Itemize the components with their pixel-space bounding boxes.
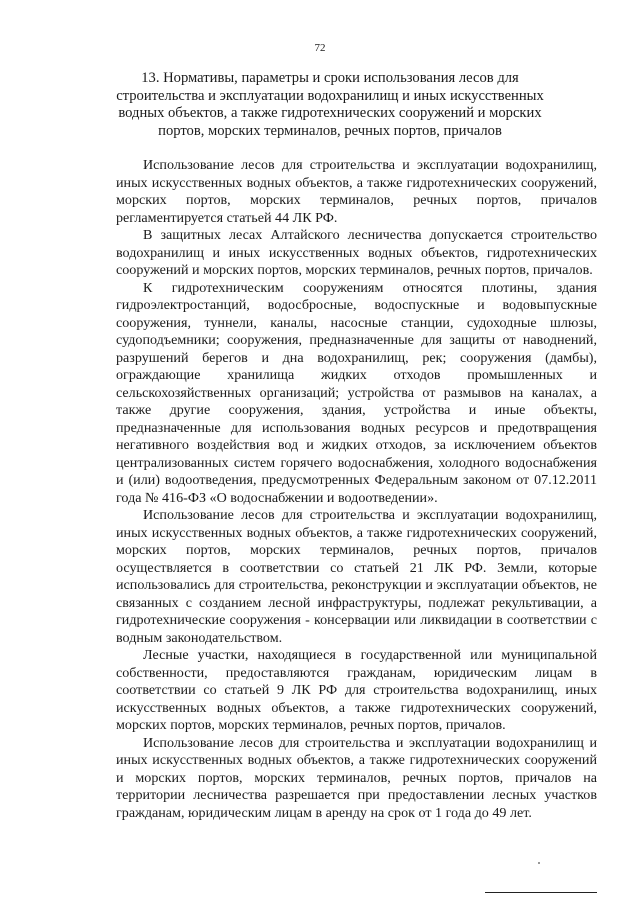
section-heading-line: 13. Нормативы, параметры и сроки использования лесов для <box>141 70 519 86</box>
paragraph-usage-rules: Использование лесов для строительства и эксплуатации водохранилищ, иных искусственных водных объектов, а также гидротехнических сооружений, морских портов, морских терминалов, речных портов, причалов осуществляется в соответствии со статьей 21 ЛК РФ. Земли, которые использовались для строительства, реконструкции и эксплуатации объектов, не связанных с созданием лесной инфраструктуры, подлежат рекультивации, а гидротехнические сооружения - консервации или ликвидации в соответствии с водным законодательством. <box>116 507 597 646</box>
paragraph-hydraulic-structures: К гидротехническим сооружениям относятся плотины, здания гидроэлектростанций, водосбросные, водоспускные и водовыпускные сооружения, туннели, каналы, насосные станции, судоходные шлюзы, судоподъемники; сооружения, предназначенные для защиты от наводнений, разрушений берегов и дна водохранилищ, рек; сооружения (дамбы), ограждающие хранилища жидких отходов промышленных и сельскохозяйственных организаций; устройства от размывов на каналах, а также другие сооружения, здания, устройства и иные объекты, предназначенные для использования водных ресурсов и предотвращения негативного воздействия вод и жидких отходов, за исключением объектов централизованных систем горячего водоснабжения, холодного водоснабжения и (или) водоотведения, предусмотренных Федеральным законом от 07.12.2011 года № 416-ФЗ «О водоснабжении и водоотведении». <box>116 279 597 506</box>
paragraph-legal-basis: Использование лесов для строительства и эксплуатации водохранилищ, иных искусственных водных объектов, а также гидротехнических сооружений, морских портов, морских терминалов, речных портов, причалов регламентируется статьей 44 ЛК РФ. <box>116 157 597 226</box>
section-heading-line: портов, морских терминалов, речных портов, причалов <box>158 122 502 139</box>
section-heading-line: водных объектов, а также гидротехнических сооружений и морских <box>118 105 542 121</box>
page-number: 72 <box>314 42 326 54</box>
body-text <box>116 157 597 822</box>
footer-rule <box>485 892 597 893</box>
section-heading <box>110 70 550 140</box>
paragraph-lease-terms: Использование лесов для строительства и эксплуатации водохранилищ и иных искусственных водных объектов, а также гидротехнических сооружений и морских портов, морских терминалов, речных портов, причалов на территории лесничества разрешается при предоставлении лесных участков гражданам, юридическим лицам в аренду на срок от 1 года до 49 лет. <box>116 734 597 821</box>
paragraph-protective-forests: В защитных лесах Алтайского лесничества допускается строительство водохранилищ и иных искусственных водных объектов, гидротехнических сооружений и морских портов, морских терминалов, речных портов, причалов. <box>116 227 597 278</box>
paragraph-land-provision: Лесные участки, находящиеся в государственной или муниципальной собственности, предоставляются гражданам, юридическим лицам в соответствии со статьей 9 ЛК РФ для строительства водохранилищ, иных искусственных водных объектов, а также гидротехнических сооружений, морских портов, морских терминалов, речных портов, причалов. <box>116 647 597 733</box>
section-heading-line: строительства и эксплуатации водохранилищ и иных искусственных <box>116 87 544 104</box>
scan-speck <box>538 862 540 864</box>
